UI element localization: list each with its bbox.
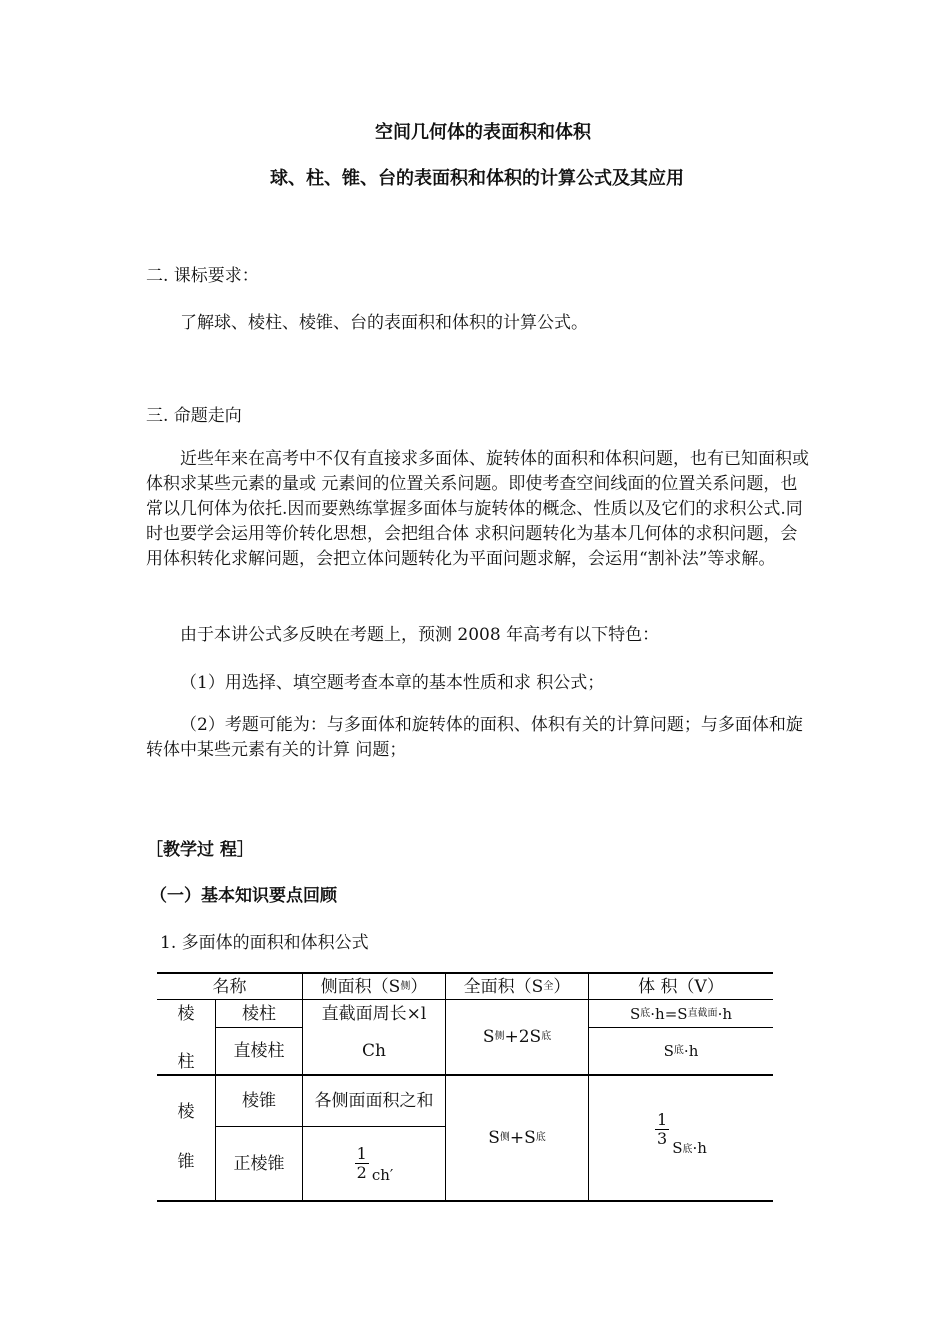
prism-total-a: S	[482, 1027, 495, 1047]
header-total	[446, 974, 588, 999]
pyr-total-sub1: 侧	[499, 1132, 510, 1143]
pyr-vol-sub: 底	[682, 1144, 693, 1155]
rprism-vol-a: S	[663, 1042, 674, 1060]
header-lateral	[303, 974, 445, 999]
header-total-close: ）	[553, 976, 571, 997]
prism-total-sub2: 底	[541, 1031, 552, 1042]
prism-vol-sub1: 底	[640, 1007, 651, 1019]
prism-volume	[589, 1000, 773, 1027]
rprism-vol-b: ·h	[683, 1042, 699, 1060]
rprism-vol-sub: 底	[673, 1045, 684, 1056]
header-lateral-close: ）	[410, 976, 428, 997]
right-prism-volume	[589, 1028, 773, 1074]
header-name: 名称	[212, 976, 247, 997]
right-prism-lateral: Ch	[362, 1041, 386, 1061]
section-3-item-2-text: （2）考题可能为：与多面体和旋转体的面积、体积有关的计算问题；与多面体和旋转体中某些元素有关的计算 问题；	[146, 715, 803, 760]
header-volume: 体 积（V）	[638, 976, 724, 997]
prism-vol-a: S	[630, 1004, 641, 1023]
half-numerator: 1	[356, 1144, 367, 1163]
half-fraction	[355, 1145, 369, 1182]
group-prism-char-2: 柱	[177, 1051, 195, 1072]
half-denominator: 2	[356, 1163, 367, 1182]
table-border-bottom	[157, 1200, 773, 1202]
prism-total-b: +2S	[504, 1027, 542, 1047]
pyr-total-sub2: 底	[535, 1132, 546, 1143]
section-3-paragraph-1	[146, 447, 810, 572]
header-total-sub: 全	[543, 980, 554, 992]
pyr-vol-a: S	[672, 1139, 683, 1157]
pyramid-volume	[589, 1076, 773, 1200]
section-3-heading: 三. 命题走向	[146, 406, 242, 426]
reg-pyr-rest: ch′	[371, 1166, 394, 1184]
prism-total-sub1: 侧	[494, 1031, 505, 1042]
pyr-total-a: S	[488, 1128, 500, 1148]
row-regular-pyramid-name: 正棱锥	[233, 1153, 285, 1174]
section-2-heading: 二. 课标要求：	[146, 266, 259, 286]
third-fraction	[655, 1111, 669, 1148]
third-denominator: 3	[657, 1128, 668, 1148]
pyramid-lateral: 各侧面面积之和	[314, 1091, 434, 1111]
group-pyramid-char-2: 锥	[177, 1151, 195, 1172]
section-3-paragraph-1-text: 近些年来在高考中不仅有直接求多面体、旋转体的面积和体积问题，也有已知面积或体积求某些元素的量或 元素间的位置关系问题。即使考查空间线面的位置关系问题，也常以几何体为依托.因而要熟练掌握多面体与旋转体的概念、性质以及它们的求积公式.同时也要学会运用等价转化思想，会把组合体 求积问题转化为基本几何体的求积问题，会用体积转化求解问题，会把立体问题转化为平面问题求解，会运用“割补法”等求解。	[146, 449, 809, 569]
prism-total-area	[446, 1000, 588, 1074]
pyr-total-b: +S	[509, 1128, 536, 1148]
header-lateral-text: 侧面积（S	[320, 976, 401, 997]
header-total-text: 全面积（S	[463, 976, 544, 997]
section-2-text: 了解球、棱柱、棱锥、台的表面积和体积的计算公式。	[180, 313, 588, 333]
third-numerator: 1	[657, 1109, 668, 1129]
page-title: 空间几何体的表面积和体积	[375, 122, 591, 143]
prism-lateral: 直截面周长×l	[321, 1003, 427, 1024]
header-lateral-sub: 侧	[400, 980, 411, 992]
group-prism-char-1: 棱	[177, 1003, 195, 1024]
section-3-paragraph-2: 由于本讲公式多反映在考题上，预测 2008 年高考有以下特色：	[180, 625, 660, 645]
pyr-vol-b: ·h	[692, 1139, 707, 1157]
regular-pyramid-lateral	[303, 1127, 445, 1200]
section-3-item-1: （1）用选择、填空题考查本章的基本性质和求 积公式；	[180, 673, 605, 693]
prism-vol-c: ·h	[717, 1004, 732, 1023]
row-pyramid-name: 棱锥	[242, 1091, 276, 1111]
formula-table	[157, 972, 773, 1202]
row-right-prism-name: 直棱柱	[233, 1041, 285, 1061]
group-pyramid-char-1: 棱	[177, 1101, 195, 1122]
prism-vol-sub2: 直截面	[687, 1007, 718, 1019]
part-1-heading: （一）基本知识要点回顾	[150, 886, 337, 906]
pyramid-total-area	[446, 1076, 588, 1200]
prism-vol-b: ·h=S	[650, 1004, 688, 1023]
row-prism-name: 棱柱	[242, 1003, 276, 1024]
page-subtitle: 球、柱、锥、台的表面积和体积的计算公式及其应用	[270, 168, 684, 189]
section-3-item-2	[146, 713, 810, 763]
teaching-process-heading: ［教学过 程］	[146, 840, 254, 860]
item-1-heading: 1. 多面体的面积和体积公式	[160, 933, 369, 953]
